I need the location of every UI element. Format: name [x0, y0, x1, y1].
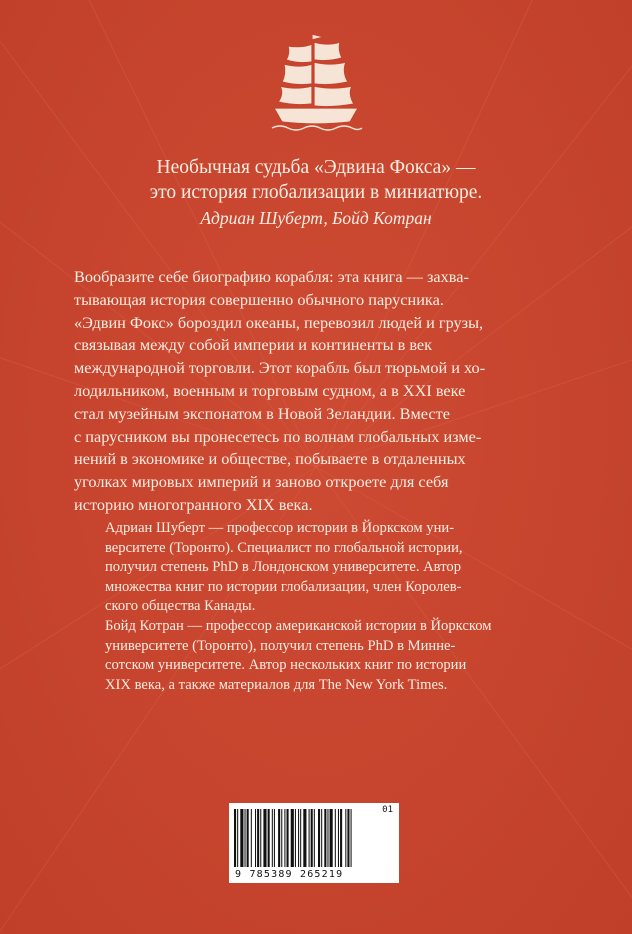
barcode-bars	[234, 809, 394, 867]
epigraph-quote	[60, 155, 572, 205]
isbn-number: 9 785389 265219	[235, 869, 344, 880]
description-line: стал музейным экспонатом в Новой Зеландии. Вместе	[74, 403, 450, 423]
barcode-addon-number: 01	[382, 805, 393, 815]
bio-line: верситете (Торонто). Специалист по глобальной истории,	[105, 539, 463, 556]
bio-line: получил степень PhD в Лондонском университете. Автор	[105, 559, 461, 575]
isbn-barcode	[229, 803, 399, 883]
bio-line: сотском университете. Автор нескольких книг по истории	[105, 657, 467, 673]
description-line: историю многогранного XIX века.	[74, 494, 313, 514]
author-bio-cotran	[105, 617, 525, 695]
description-line: нений в экономике и обществе, побываете в отдаленных	[74, 449, 466, 469]
bio-line: университете (Торонто), получил степень PhD в Минне-	[105, 637, 456, 654]
author-bio-schubert	[105, 519, 525, 617]
quote-line: это история глобализации в миниатюре.	[149, 182, 483, 203]
description-line: с парусником вы пронесетесь по волнам глобальных изме-	[74, 426, 482, 446]
bio-line: Адриан Шуберт — профессор истории в Йоркском уни-	[105, 520, 455, 536]
description-line: уголках мировых империй и заново откроете для себя	[74, 472, 449, 492]
description-line: связывая между собой империи и континенты в век	[74, 335, 433, 355]
bio-line: множества книг по истории глобализации, член Королев-	[105, 578, 462, 595]
description-line: международной торговли. Этот корабль был тюрьмой и хо-	[74, 358, 486, 378]
description-line: лодильником, военным и торговым судном, а в XXI веке	[74, 380, 466, 400]
description-line: Вообразите себе биографию корабля: эта книга — захва-	[74, 267, 469, 286]
bio-line: Бойд Котран — профессор американской истории в Йоркском	[105, 618, 492, 634]
bio-line: ского общества Канады.	[105, 598, 256, 614]
description-line: «Эдвин Фокс» бороздил океаны, перевозил людей и грузы,	[74, 312, 484, 332]
sailing-ship-icon	[268, 28, 364, 132]
description-line: тывающая история совершенно обычного парусника.	[74, 289, 444, 309]
quote-authors: Адриан Шуберт, Бойд Котран	[200, 208, 432, 228]
bio-line: XIX века, а также материалов для The New York Times.	[105, 676, 448, 693]
book-description	[74, 266, 558, 517]
quote-line: Необычная судьба «Эдвина Фокса» —	[156, 157, 476, 178]
